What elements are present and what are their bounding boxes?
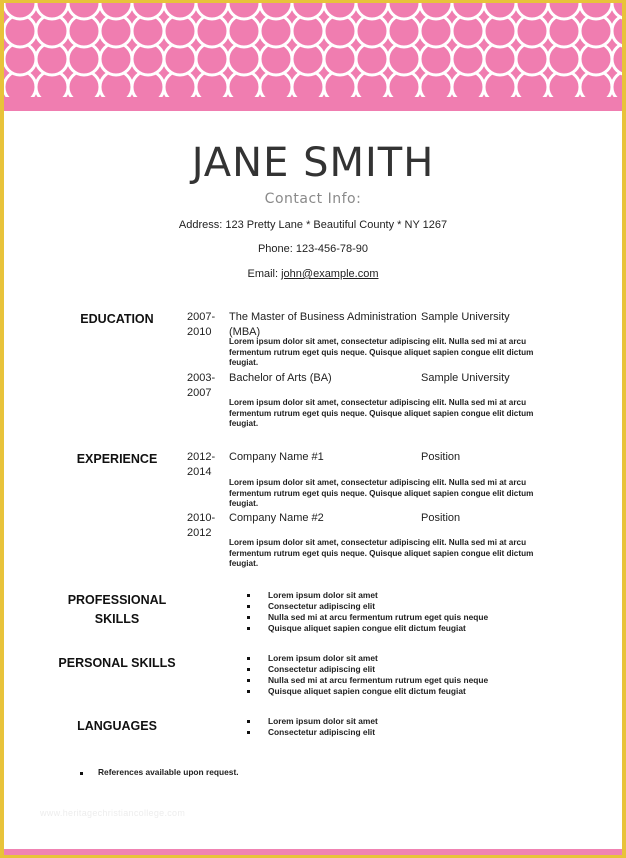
experience-title: EXPERIENCE xyxy=(76,452,158,466)
professional-skills-title xyxy=(57,591,177,629)
list-item: Consectetur adipiscing elit xyxy=(245,601,565,612)
languages-title: LANGUAGES xyxy=(77,719,157,733)
list-item: Nulla sed mi at arcu fermentum rutrum eget quis neque xyxy=(245,612,565,623)
education-1-year-end: 2010 xyxy=(187,326,212,338)
education-1-year-start: 2007- xyxy=(187,311,216,323)
list-item: Consectetur adipiscing elit xyxy=(245,664,565,675)
education-2-year-end: 2007 xyxy=(187,387,212,399)
education-2-degree: Bachelor of Arts (BA) xyxy=(229,372,332,384)
list-item: Lorem ipsum dolor sit amet xyxy=(245,653,565,664)
candidate-name: JANE SMITH xyxy=(191,140,435,186)
personal-skills-list xyxy=(245,653,565,697)
experience-2-company: Company Name #2 xyxy=(229,512,324,524)
list-item: Quisque aliquet sapien congue elit dictum feugiat xyxy=(245,686,565,697)
languages-list xyxy=(245,716,565,738)
email-link[interactable]: john@example.com xyxy=(281,268,379,280)
header-banner xyxy=(4,3,622,111)
experience-1-years xyxy=(187,450,227,480)
personal-skills-title: PERSONAL SKILLS xyxy=(58,656,176,670)
references-note: References available upon request. xyxy=(98,767,239,777)
experience-2-position: Position xyxy=(421,512,461,524)
list-item: Lorem ipsum dolor sit amet xyxy=(245,716,565,727)
address-line: Address: 123 Pretty Lane * Beautiful County * NY 1267 xyxy=(178,219,448,231)
experience-1-company: Company Name #1 xyxy=(229,451,324,463)
education-2-year-start: 2003- xyxy=(187,372,216,384)
education-1-description: Lorem ipsum dolor sit amet, consectetur adipiscing elit. Nulla sed mi at arcu fermentum rutrum eget quis neque. Quisque aliquet sapien congue elit dictum feugiat. xyxy=(229,337,534,368)
education-1-years xyxy=(187,310,227,340)
list-item: Quisque aliquet sapien congue elit dictum feugiat xyxy=(245,623,565,634)
professional-skills-list xyxy=(245,590,565,634)
professional-skills-title-line1: PROFESSIONAL xyxy=(67,593,167,607)
education-1-school: Sample University xyxy=(421,311,510,323)
education-2-years xyxy=(187,371,227,401)
experience-2-description: Lorem ipsum dolor sit amet, consectetur adipiscing elit. Nulla sed mi at arcu fermentum rutrum eget quis neque. Quisque aliquet sapien congue elit dictum feugiat. xyxy=(229,538,534,569)
scallop-pattern xyxy=(4,3,622,111)
education-1-degree: The Master of Business Administration (MBA) xyxy=(229,311,417,338)
email-label: Email: xyxy=(247,268,282,280)
education-2-school: Sample University xyxy=(421,372,510,384)
education-2-description: Lorem ipsum dolor sit amet, consectetur adipiscing elit. Nulla sed mi at arcu fermentum rutrum eget quis neque. Quisque aliquet sapien congue elit dictum feugiat. xyxy=(229,398,534,429)
watermark: www.heritagechristiancollege.com xyxy=(40,808,186,818)
education-title: EDUCATION xyxy=(80,312,154,326)
experience-1-position: Position xyxy=(421,451,461,463)
experience-1-description: Lorem ipsum dolor sit amet, consectetur adipiscing elit. Nulla sed mi at arcu fermentum rutrum eget quis neque. Quisque aliquet sapien congue elit dictum feugiat. xyxy=(229,478,534,509)
experience-1-year-end: 2014 xyxy=(187,466,212,478)
contact-title: Contact Info: xyxy=(264,191,362,207)
list-item: Nulla sed mi at arcu fermentum rutrum eget quis neque xyxy=(245,675,565,686)
phone-line: Phone: 123-456-78-90 xyxy=(257,243,369,255)
email-line xyxy=(0,268,626,280)
experience-2-years xyxy=(187,511,227,541)
professional-skills-title-line2: SKILLS xyxy=(94,612,140,626)
list-item: Lorem ipsum dolor sit amet xyxy=(245,590,565,601)
experience-2-year-end: 2012 xyxy=(187,527,212,539)
experience-1-year-start: 2012- xyxy=(187,451,216,463)
experience-2-year-start: 2010- xyxy=(187,512,216,524)
footer-strip xyxy=(4,849,622,855)
list-item: Consectetur adipiscing elit xyxy=(245,727,565,738)
